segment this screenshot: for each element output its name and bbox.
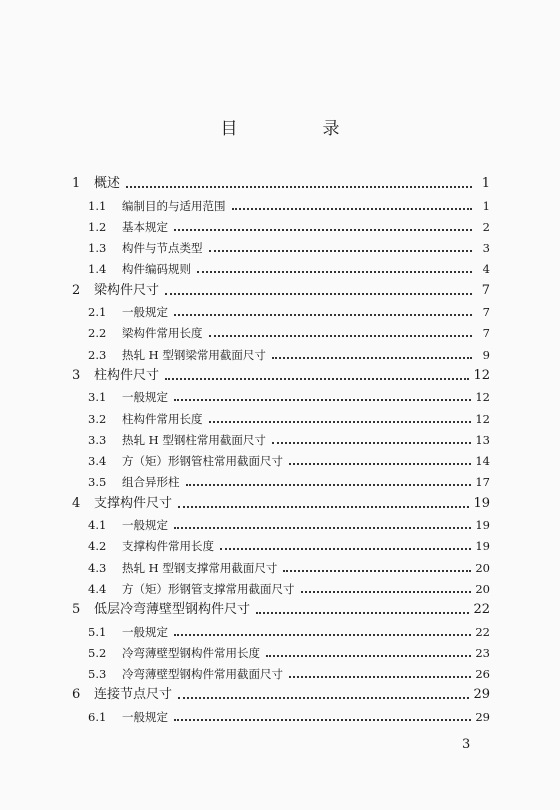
toc-entry-label: 冷弯薄壁型钢构件常用长度 (122, 645, 260, 660)
page-title: 目 录 (220, 119, 374, 139)
dot-leader (272, 442, 472, 444)
toc-entry-label: 一般规定 (122, 709, 168, 724)
toc-entry-label: 一般规定 (122, 624, 168, 639)
toc-entry-page: 26 (475, 667, 490, 682)
toc-entry-page: 20 (475, 581, 490, 596)
dot-leader (220, 548, 471, 550)
toc-entry-page: 17 (475, 475, 490, 490)
toc-entry-page: 7 (482, 305, 490, 320)
table-of-contents (72, 170, 490, 724)
toc-entry-page: 29 (475, 709, 490, 724)
toc-section-entry[interactable] (72, 532, 490, 553)
toc-entry-number: 6.1 (88, 709, 107, 724)
dot-leader (174, 634, 471, 636)
toc-entry-label: 支撑构件常用长度 (122, 539, 214, 554)
dot-leader (272, 357, 472, 359)
dot-leader (197, 271, 472, 273)
toc-entry-label: 基本规定 (122, 219, 168, 234)
toc-entry-number: 3.5 (88, 475, 107, 490)
dot-leader (178, 506, 469, 508)
toc-chapter-entry[interactable] (72, 362, 490, 383)
toc-entry-number: 2.2 (88, 326, 107, 341)
dot-leader (186, 484, 472, 486)
toc-entry-page: 20 (475, 560, 490, 575)
toc-section-entry[interactable] (72, 383, 490, 404)
toc-entry-page: 7 (482, 326, 490, 341)
toc-chapter-entry[interactable] (72, 681, 490, 702)
dot-leader (266, 655, 471, 657)
toc-section-entry[interactable] (72, 639, 490, 660)
toc-entry-number: 3.3 (88, 432, 107, 447)
toc-entry-label: 冷弯薄壁型钢构件常用截面尺寸 (122, 667, 283, 682)
toc-entry-label: 支撑构件尺寸 (94, 495, 173, 511)
dot-leader (301, 591, 472, 593)
toc-section-entry[interactable] (72, 319, 490, 340)
toc-entry-page: 19 (473, 495, 490, 511)
toc-entry-number: 5.2 (88, 645, 107, 660)
toc-entry-number: 2 (72, 282, 81, 298)
toc-entry-number: 1.1 (88, 198, 107, 213)
dot-leader (209, 421, 472, 423)
toc-entry-page: 7 (481, 282, 490, 298)
dot-leader (174, 719, 471, 721)
toc-section-entry[interactable] (72, 426, 490, 447)
toc-entry-label: 概述 (94, 176, 121, 192)
toc-entry-label: 连接节点尺寸 (94, 687, 173, 703)
toc-entry-page: 9 (482, 347, 490, 362)
toc-section-entry[interactable] (72, 617, 490, 638)
toc-entry-number: 2.1 (88, 305, 107, 320)
toc-entry-label: 构件与节点类型 (122, 241, 203, 256)
toc-entry-page: 2 (482, 219, 490, 234)
dot-leader (174, 399, 471, 401)
toc-entry-label: 低层冷弯薄壁型钢构件尺寸 (94, 602, 251, 618)
toc-entry-number: 5.3 (88, 667, 107, 682)
dot-leader (283, 570, 471, 572)
toc-entry-number: 4.1 (88, 518, 107, 533)
toc-entry-number: 1 (72, 176, 81, 192)
toc-section-entry[interactable] (72, 298, 490, 319)
dot-leader (209, 250, 473, 252)
toc-entry-number: 5 (72, 602, 81, 618)
toc-entry-label: 热轧 H 型钢梁常用截面尺寸 (122, 347, 266, 362)
toc-entry-page: 1 (482, 198, 490, 213)
toc-entry-number: 4 (72, 495, 81, 511)
toc-entry-page: 14 (475, 454, 490, 469)
dot-leader (289, 676, 471, 678)
toc-entry-number: 1.3 (88, 241, 107, 256)
dot-leader (126, 186, 472, 188)
toc-entry-page: 22 (473, 602, 490, 618)
toc-entry-page: 29 (473, 687, 490, 703)
dot-leader (256, 612, 469, 614)
toc-entry-label: 一般规定 (122, 390, 168, 405)
toc-entry-number: 4.2 (88, 539, 107, 554)
toc-entry-number: 6 (72, 687, 81, 703)
toc-chapter-entry[interactable] (72, 489, 490, 510)
dot-leader (174, 229, 472, 231)
toc-section-entry[interactable] (72, 553, 490, 574)
toc-entry-number: 5.1 (88, 624, 107, 639)
toc-entry-page: 12 (475, 411, 490, 426)
toc-entry-number: 1.4 (88, 262, 107, 277)
toc-chapter-entry[interactable] (72, 276, 490, 297)
toc-entry-page: 12 (475, 390, 490, 405)
toc-section-entry[interactable] (72, 340, 490, 361)
dot-leader (209, 335, 473, 337)
toc-entry-page: 23 (475, 645, 490, 660)
toc-entry-number: 1.2 (88, 219, 107, 234)
toc-section-entry[interactable] (72, 447, 490, 468)
dot-leader (232, 208, 473, 210)
toc-entry-page: 22 (475, 624, 490, 639)
toc-entry-label: 一般规定 (122, 305, 168, 320)
toc-entry-number: 3.4 (88, 454, 107, 469)
toc-entry-number: 3 (72, 367, 81, 383)
toc-entry-page: 1 (481, 176, 490, 192)
toc-entry-label: 构件编码规则 (122, 262, 191, 277)
toc-section-entry[interactable] (72, 660, 490, 681)
toc-entry-number: 2.3 (88, 347, 107, 362)
toc-entry-page: 4 (482, 262, 490, 277)
toc-entry-page: 12 (473, 367, 490, 383)
toc-entry-number: 3.2 (88, 411, 107, 426)
toc-entry-number: 3.1 (88, 390, 107, 405)
toc-entry-label: 柱构件常用长度 (122, 411, 203, 426)
toc-entry-label: 热轧 H 型钢支撑常用截面尺寸 (122, 560, 278, 575)
dot-leader (289, 463, 471, 465)
toc-entry-page: 19 (475, 539, 490, 554)
toc-section-entry[interactable] (72, 404, 490, 425)
dot-leader (165, 293, 472, 295)
toc-entry-label: 编制目的与适用范围 (122, 198, 226, 213)
dot-leader (178, 697, 469, 699)
toc-section-entry[interactable] (72, 575, 490, 596)
dot-leader (165, 378, 469, 380)
toc-entry-label: 热轧 H 型钢柱常用截面尺寸 (122, 432, 266, 447)
toc-entry-label: 柱构件尺寸 (94, 367, 160, 383)
toc-entry-label: 一般规定 (122, 518, 168, 533)
toc-entry-label: 梁构件尺寸 (94, 282, 160, 298)
toc-section-entry[interactable] (72, 255, 490, 276)
toc-section-entry[interactable] (72, 702, 490, 723)
toc-entry-page: 13 (475, 432, 490, 447)
toc-entry-number: 4.3 (88, 560, 107, 575)
page-number: 3 (462, 737, 471, 752)
toc-section-entry[interactable] (72, 213, 490, 234)
dot-leader (174, 314, 472, 316)
toc-section-entry[interactable] (72, 234, 490, 255)
toc-chapter-entry[interactable] (72, 596, 490, 617)
toc-entry-label: 组合异形柱 (122, 475, 180, 490)
toc-entry-label: 方（矩）形钢管支撑常用截面尺寸 (122, 581, 295, 596)
toc-section-entry[interactable] (72, 191, 490, 212)
toc-section-entry[interactable] (72, 468, 490, 489)
toc-entry-label: 方（矩）形钢管柱常用截面尺寸 (122, 454, 283, 469)
toc-entry-page: 19 (475, 518, 490, 533)
toc-section-entry[interactable] (72, 511, 490, 532)
toc-entry-number: 4.4 (88, 581, 107, 596)
toc-entry-page: 3 (482, 241, 490, 256)
dot-leader (174, 527, 471, 529)
toc-entry-label: 梁构件常用长度 (122, 326, 203, 341)
toc-chapter-entry[interactable] (72, 170, 490, 191)
